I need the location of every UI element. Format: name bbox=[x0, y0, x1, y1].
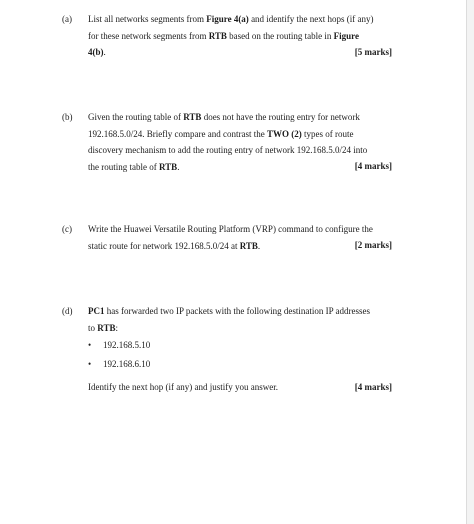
question-b-marks: [4 marks] bbox=[354, 161, 392, 171]
question-a-marks: [5 marks] bbox=[354, 47, 392, 57]
question-c-marks: [2 marks] bbox=[354, 240, 392, 250]
question-a-line-3: 4(b). bbox=[88, 47, 106, 57]
question-a-text bbox=[88, 13, 398, 59]
question-b-line-4: the routing table of RTB. bbox=[88, 161, 180, 172]
bullet-item-1: 192.168.5.10 bbox=[103, 340, 151, 350]
question-c-text bbox=[88, 223, 398, 252]
question-d-text bbox=[88, 305, 398, 334]
bullet-item-2: 192.168.6.10 bbox=[103, 359, 151, 369]
question-c-label: (c) bbox=[62, 224, 72, 234]
question-d-line-3: Identify the next hop (if any) and justify you answer. bbox=[88, 382, 278, 392]
question-b-label: (b) bbox=[62, 112, 73, 122]
question-d-line-1: PC1 has forwarded two IP packets with the following destination IP addresses bbox=[88, 306, 371, 316]
question-c-line-2: static route for network 192.168.5.0/24 at RTB. bbox=[88, 240, 261, 251]
question-d-label: (d) bbox=[62, 306, 73, 316]
question-a-line-2: for these network segments from RTB based on the routing table in Figure bbox=[88, 30, 359, 41]
question-c-line-1: Write the Huawei Versatile Routing Platform (VRP) command to configure the bbox=[88, 224, 373, 234]
bullet-icon: • bbox=[88, 359, 92, 369]
question-d-line-2: to RTB: bbox=[88, 322, 118, 333]
question-b-line-3: discovery mechanism to add the routing entry of network 192.168.5.0/24 into bbox=[88, 145, 368, 155]
question-b-line-2: 192.168.5.0/24. Briefly compare and contrast the TWO (2) types of route bbox=[88, 128, 354, 139]
bullet-icon: • bbox=[88, 340, 92, 350]
question-a-line-1: List all networks segments from Figure 4(a) and identify the next hops (if any) bbox=[88, 14, 374, 24]
question-a-label: (a) bbox=[62, 14, 72, 24]
question-b-line-1: Given the routing table of RTB does not have the routing entry for network bbox=[88, 112, 360, 122]
question-b-text bbox=[88, 111, 398, 173]
question-d-marks: [4 marks] bbox=[354, 382, 392, 392]
